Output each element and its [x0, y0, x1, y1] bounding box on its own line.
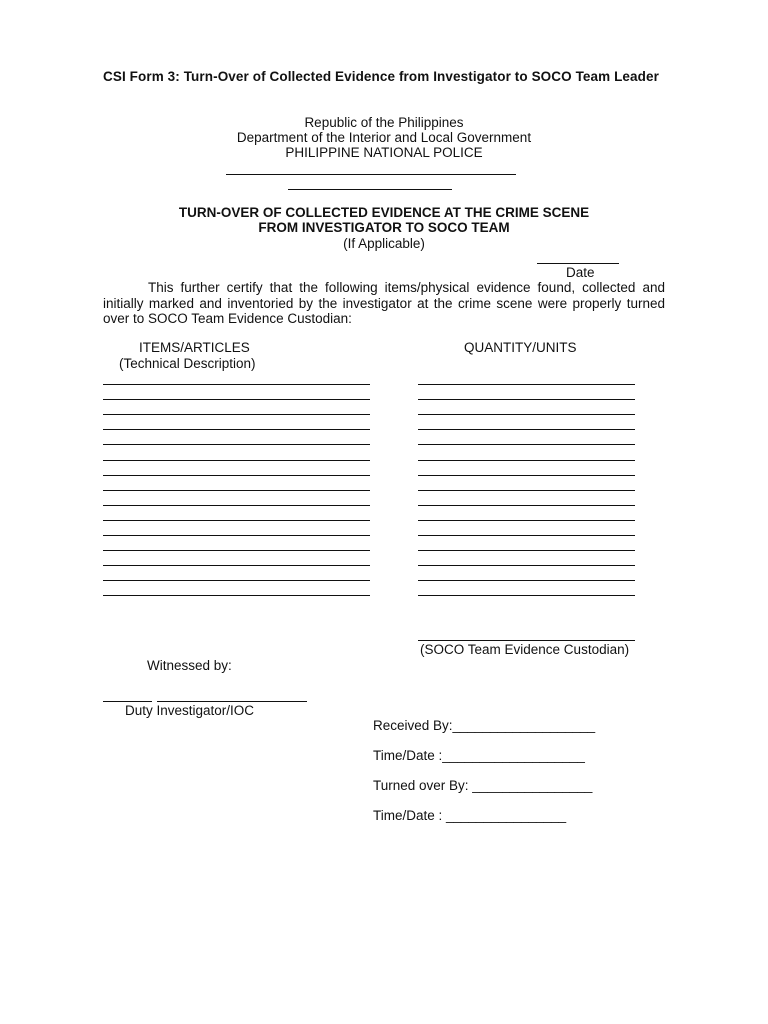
turned-over-by-field: Turned over By: ________________ — [373, 778, 593, 793]
custodian-signature-line — [418, 640, 635, 641]
item-fill-line — [103, 475, 370, 476]
quantity-fill-line — [418, 414, 635, 415]
item-fill-line — [103, 595, 370, 596]
item-fill-line — [103, 414, 370, 415]
date-blank-line — [537, 263, 619, 264]
witnessed-label: Witnessed by: — [147, 658, 232, 673]
item-fill-line — [103, 580, 370, 581]
form-title: CSI Form 3: Turn-Over of Collected Evidence from Investigator to SOCO Team Leader — [103, 69, 659, 84]
time-date-field-2: Time/Date : ________________ — [373, 808, 567, 823]
duty-investigator-label: Duty Investigator/IOC — [125, 703, 255, 718]
item-fill-line — [103, 535, 370, 536]
item-fill-line — [103, 384, 370, 385]
header-department: Department of the Interior and Local Government — [236, 130, 532, 145]
header-blank-line-2 — [288, 189, 452, 190]
item-fill-line — [103, 565, 370, 566]
doc-heading-line1: TURN-OVER OF COLLECTED EVIDENCE AT THE CRIME SCENE — [178, 205, 590, 220]
doc-heading-line2: FROM INVESTIGATOR TO SOCO TEAM — [258, 220, 510, 235]
item-fill-line — [103, 550, 370, 551]
doc-heading-if-applicable: (If Applicable) — [343, 236, 425, 251]
quantity-fill-line — [418, 550, 635, 551]
header-blank-line-1 — [226, 174, 516, 175]
header-republic: Republic of the Philippines — [304, 115, 464, 130]
quantity-fill-line — [418, 475, 635, 476]
item-fill-line — [103, 444, 370, 445]
investigator-signature-line-a — [103, 701, 152, 702]
quantity-fill-line — [418, 520, 635, 521]
quantity-fill-line — [418, 490, 635, 491]
item-fill-line — [103, 490, 370, 491]
item-fill-line — [103, 399, 370, 400]
quantity-fill-line — [418, 384, 635, 385]
items-header: ITEMS/ARTICLES — [139, 340, 250, 355]
items-subheader: (Technical Description) — [119, 356, 256, 371]
quantity-fill-line — [418, 535, 635, 536]
date-label: Date — [566, 265, 595, 280]
quantity-fill-line — [418, 399, 635, 400]
investigator-signature-line-b — [157, 701, 307, 702]
item-fill-line — [103, 520, 370, 521]
received-by-field: Received By:___________________ — [373, 718, 596, 733]
time-date-field-1: Time/Date :___________________ — [373, 748, 585, 763]
certification-paragraph: This further certify that the following items/physical evidence found, collected and initially marked and inventoried by the investigator at the crime scene were properly turned over to SOCO Team Evidence Custodian: — [103, 280, 665, 326]
item-fill-line — [103, 429, 370, 430]
quantity-fill-line — [418, 580, 635, 581]
quantity-fill-line — [418, 444, 635, 445]
quantity-fill-line — [418, 595, 635, 596]
item-fill-line — [103, 460, 370, 461]
quantity-fill-line — [418, 505, 635, 506]
quantity-fill-line — [418, 460, 635, 461]
quantity-header: QUANTITY/UNITS — [464, 340, 577, 355]
quantity-fill-line — [418, 565, 635, 566]
header-pnp: PHILIPPINE NATIONAL POLICE — [285, 145, 483, 160]
custodian-label: (SOCO Team Evidence Custodian) — [420, 642, 630, 657]
item-fill-line — [103, 505, 370, 506]
quantity-fill-line — [418, 429, 635, 430]
